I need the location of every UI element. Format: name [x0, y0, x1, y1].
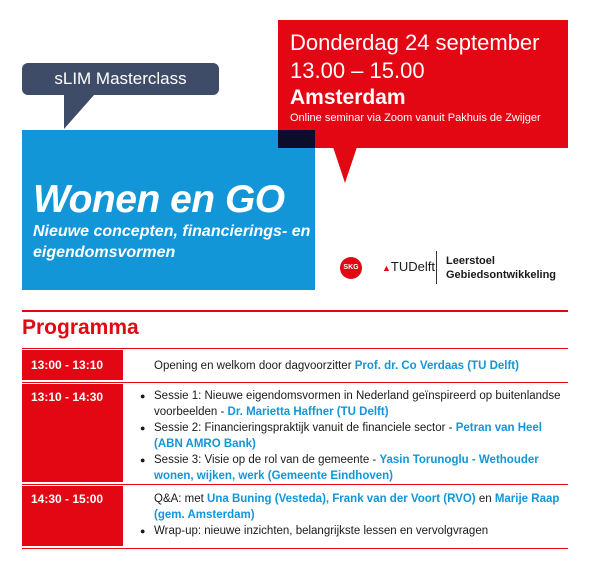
- qa-and: en: [475, 493, 495, 505]
- row2-bullet-list: [140, 388, 565, 484]
- session-text: Sessie 2: Financieringspraktijk vanuit de financiele sector -: [154, 422, 456, 434]
- row3-bullet-list: [140, 523, 565, 539]
- row1-time: 13:00 - 13:10: [22, 350, 123, 380]
- programme-rule: [22, 348, 568, 349]
- session-text: Sessie 3: Visie op de rol van de gemeente -: [154, 454, 380, 466]
- chair-line1: Leerstoel: [446, 255, 495, 267]
- qa-prefix: Q&A: met: [154, 493, 208, 505]
- skg-logo: SKG: [340, 257, 362, 279]
- row2-time: 13:10 - 14:30: [22, 384, 123, 482]
- masterclass-bubble-tail: [64, 95, 94, 129]
- chair-line2: Gebiedsontwikkeling: [446, 269, 557, 281]
- list-item: [140, 452, 565, 484]
- wrapup-text: Wrap-up: nieuwe inzichten, belangrijkste lessen en vervolgvragen: [154, 525, 489, 537]
- event-info-panel-tail: [333, 147, 357, 183]
- logo-divider: [436, 251, 437, 284]
- programme-top-rule: [22, 310, 568, 312]
- qa-last-speaker: Marije Raap (gem. Amsterdam): [154, 493, 560, 521]
- programme-rule: [22, 484, 568, 485]
- page-title: Wonen en GO: [33, 178, 285, 221]
- row3-qa: [154, 491, 564, 523]
- programme-rule: [22, 548, 568, 549]
- row1-speaker: Prof. dr. Co Verdaas (TU Delft): [354, 360, 519, 372]
- chair-logo: [446, 254, 556, 282]
- list-item: [140, 523, 565, 539]
- programme-heading: Programma: [22, 316, 139, 339]
- event-date: Donderdag 24 september: [290, 30, 540, 55]
- tudelft-logo: [382, 259, 435, 274]
- session-text: Sessie 1: Nieuwe eigendomsvormen in Nederland geïnspireerd op buitenlandse voorbeelden -: [154, 390, 561, 418]
- tudelft-flame-icon: ▲: [382, 263, 391, 273]
- session-speaker: Petran van Heel (ABN AMRO Bank): [154, 422, 542, 450]
- event-city: Amsterdam: [290, 86, 406, 109]
- list-item: [140, 388, 565, 420]
- session-speaker: Dr. Marietta Haffner (TU Delft): [227, 406, 389, 418]
- panel-overlap: [278, 130, 315, 148]
- event-online-note: Online seminar via Zoom vanuit Pakhuis de Zwijger: [290, 112, 541, 124]
- masterclass-label: sLIM Masterclass: [54, 69, 187, 88]
- row1-text: Opening en welkom door dagvoorzitter: [154, 360, 355, 372]
- page-subtitle: Nieuwe concepten, financierings- en eigendomsvormen: [33, 223, 311, 261]
- programme-rule: [22, 382, 568, 383]
- qa-speakers: Una Buning (Vesteda), Frank van der Voort (RVO): [207, 493, 476, 505]
- row1-content: [154, 358, 519, 374]
- tudelft-logo-text: TUDelft: [390, 259, 435, 274]
- list-item: [140, 420, 565, 452]
- row3-time: 14:30 - 15:00: [22, 486, 123, 546]
- event-time: 13.00 – 15.00: [290, 58, 425, 83]
- session-speaker: Yasin Torunoglu - Wethouder wonen, wijken, werk (Gemeente Eindhoven): [154, 454, 539, 482]
